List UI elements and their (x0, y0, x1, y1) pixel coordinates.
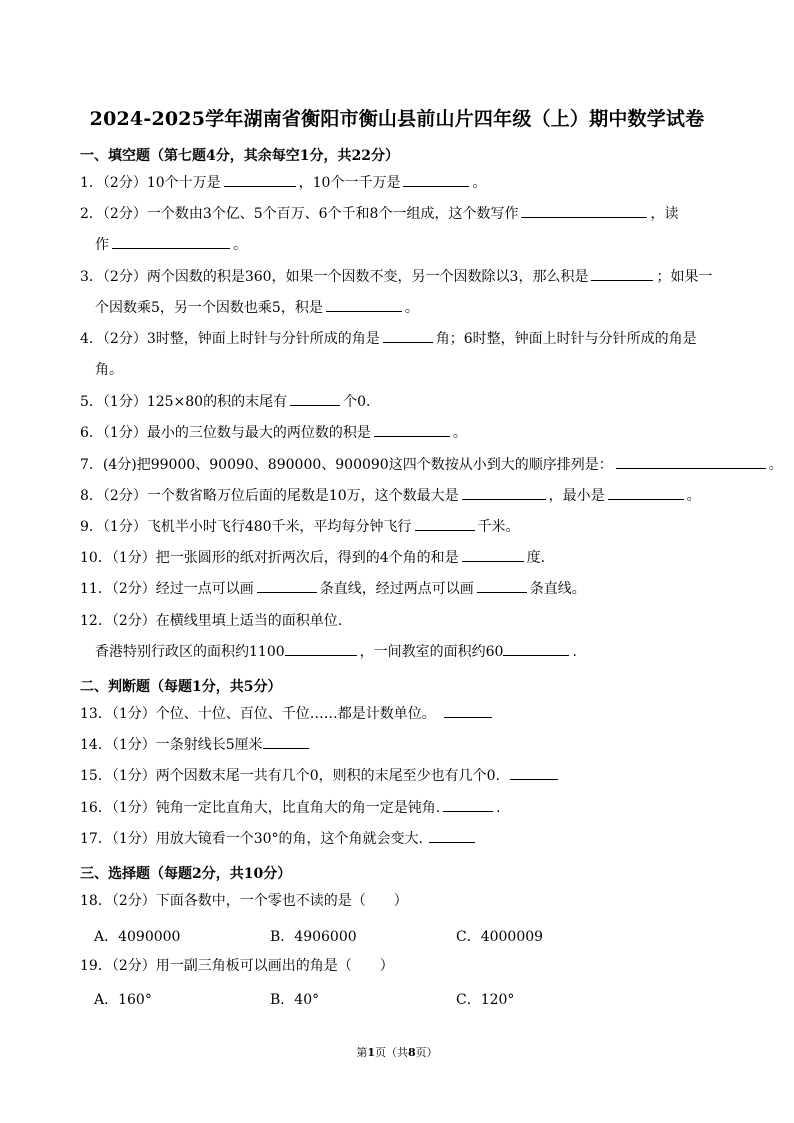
page-title: 2024-2025学年湖南省衡阳市衡山县前山片四年级（上）期中数学试卷 (89, 108, 705, 130)
answer-blank[interactable] (257, 577, 317, 593)
question-7: 7．(4分)把99000、90090、890000、900090这四个数按从小到大的顺序排列是： 。 (80, 450, 720, 481)
answer-blank[interactable] (510, 764, 558, 780)
answer-blank[interactable] (443, 796, 493, 812)
answer-blank[interactable] (462, 546, 524, 562)
answer-blank[interactable] (462, 484, 546, 500)
question-8: 8．（2分）一个数省略万位后面的尾数是10万，这个数最大是 ，最小是 。 (80, 481, 720, 512)
question-9: 9．（1分）飞机半小时飞行480千米，平均每分钟飞行 千米。 (80, 512, 720, 543)
section-fill-blank-heading: 一、填空题（第七题4分，其余每空1分，共22分） (80, 148, 399, 164)
answer-blank[interactable] (374, 421, 450, 437)
question-6: 6．（1分）最小的三位数与最大的两位数的积是 。 (80, 418, 720, 449)
answer-blank[interactable] (616, 453, 766, 469)
question-19-option-b[interactable]: B．40° (270, 992, 320, 1008)
answer-blank[interactable] (415, 515, 475, 531)
question-4-cont: 角。 (95, 362, 123, 378)
question-12-cont: 香港特别行政区的面积约1100 ，一间教室的面积约60 . (95, 637, 577, 668)
question-5: 5．（1分）125×80的积的末尾有 个0. (80, 387, 720, 418)
question-12: 12．（2分）在横线里填上适当的面积单位. (80, 613, 343, 629)
answer-blank[interactable] (285, 640, 357, 656)
section-true-false-heading: 二、判断题（每题1分，共5分） (80, 679, 282, 695)
answer-blank[interactable] (521, 202, 647, 218)
question-17: 17．（1分）用放大镜看一个30°的角，这个角就会变大. (80, 824, 720, 855)
answer-blank[interactable] (403, 171, 469, 187)
question-13: 13．（1分）个位、十位、百位、千位……都是计数单位。 (80, 699, 720, 730)
question-18-option-b[interactable]: B．4906000 (270, 929, 357, 945)
question-18: 18．（2分）下面各数中，一个零也不读的是（ ） (80, 893, 408, 909)
question-3-cont: 个因数乘5，另一个因数也乘5，积是 。 (95, 293, 419, 324)
question-19: 19．（2分）用一副三角板可以画出的角是（ ） (80, 958, 394, 974)
question-19-option-a[interactable]: A．160° (94, 992, 152, 1008)
question-3: 3．（2分）两个因数的积是360，如果一个因数不变，另一个因数除以3，那么积是 ；如果一 (80, 262, 720, 293)
total-page-count: 8 (408, 1046, 416, 1059)
answer-blank[interactable] (326, 296, 402, 312)
page-footer: 第1页（共8页） (356, 1046, 438, 1059)
current-page-number: 1 (367, 1046, 375, 1059)
question-19-option-c[interactable]: C．120° (456, 992, 515, 1008)
answer-blank[interactable] (290, 390, 340, 406)
answer-blank[interactable] (477, 577, 527, 593)
answer-blank[interactable] (383, 327, 433, 343)
question-2: 2．（2分）一个数由3个亿、5个百万、6个千和8个一组成，这个数写作 ，读 (80, 199, 720, 230)
question-18-option-c[interactable]: C．4000009 (456, 929, 544, 945)
question-2-cont: 作 。 (95, 230, 247, 261)
question-15: 15．（1分）两个因数末尾一共有几个0，则积的末尾至少也有几个0. (80, 761, 720, 792)
question-14: 14．（1分）一条射线长5厘米 (80, 730, 720, 761)
question-16: 16．（1分）钝角一定比直角大，比直角大的角一定是钝角. . (80, 793, 720, 824)
answer-blank[interactable] (429, 827, 475, 843)
question-11: 11．（2分）经过一点可以画 条直线，经过两点可以画 条直线。 (80, 574, 720, 605)
answer-blank[interactable] (444, 702, 492, 718)
question-1: 1．（2分）10个十万是 ，10个一千万是 。 (80, 168, 720, 199)
question-10: 10．（1分）把一张圆形的纸对折两次后，得到的4个角的和是 度. (80, 543, 720, 574)
question-18-option-a[interactable]: A．4090000 (94, 929, 181, 945)
answer-blank[interactable] (224, 171, 296, 187)
answer-blank[interactable] (591, 265, 653, 281)
answer-blank[interactable] (263, 733, 309, 749)
answer-blank[interactable] (112, 233, 230, 249)
answer-blank[interactable] (503, 640, 569, 656)
question-4: 4．（2分）3时整，钟面上时针与分针所成的角是 角；6时整，钟面上时针与分针所成的角是 (80, 324, 720, 355)
answer-blank[interactable] (608, 484, 684, 500)
section-multiple-choice-heading: 三、选择题（每题2分，共10分） (80, 866, 292, 882)
